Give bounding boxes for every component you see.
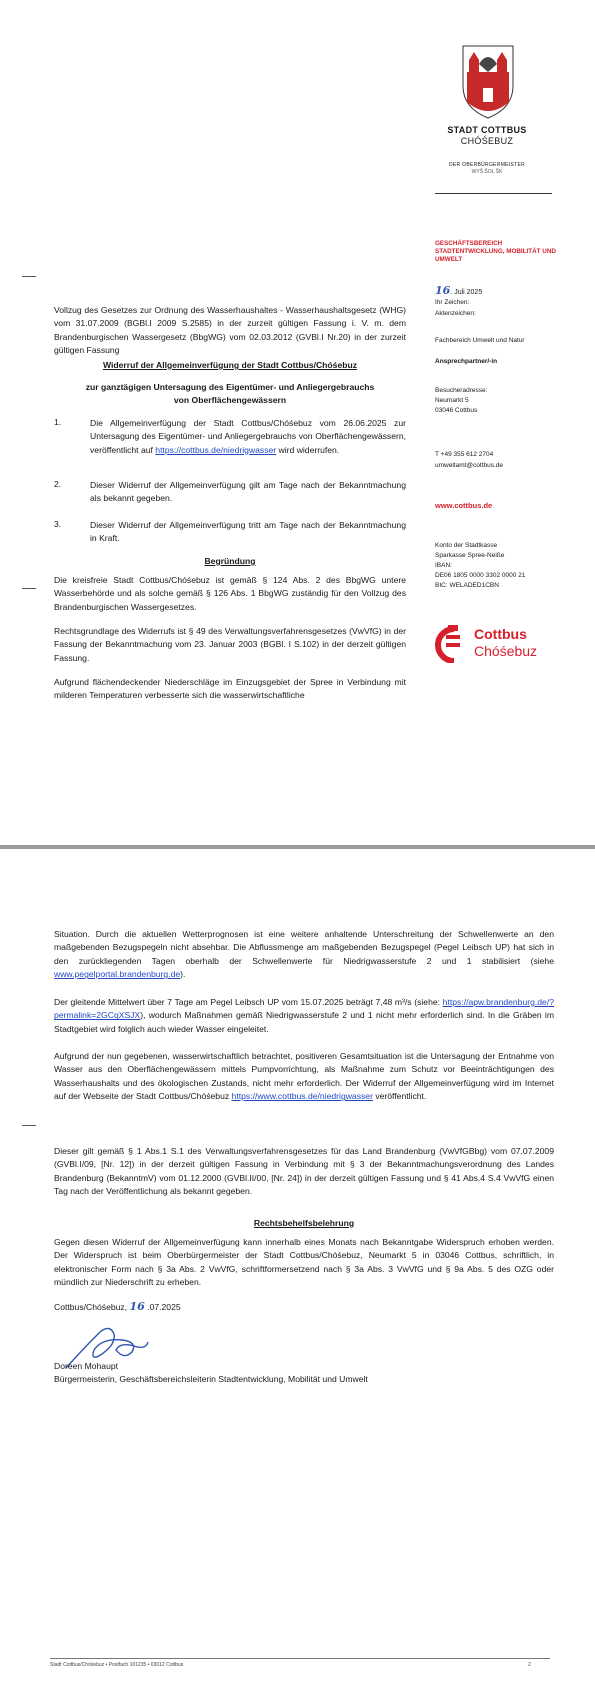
paragraph-niederschlag: Aufgrund flächendeckender Niederschläge im Einzugsgebiet der Spree in Verbindung mit milderen Temperaturen verbesserte sich die wasserwirtschaftliche xyxy=(54,677,406,701)
iban-label: IBAN: xyxy=(435,562,452,569)
item-number: 1. xyxy=(54,417,62,427)
footer-address: Stadt Cottbus/Chóśebuz • Postfach 101235 • 03012 Cottbus xyxy=(50,1662,184,1668)
place-and-date: Cottbus/Chóśebuz, 16 .07.2025 xyxy=(54,1300,181,1313)
niedrigwasser-website-link[interactable]: https://www.cottbus.de/niedrigwasser xyxy=(231,1091,373,1102)
list-item: Die Allgemeinverfügung der Stadt Cottbus/Chóśebuz vom 26.06.2025 zur Untersagung des Eigentümer- und Anliegergebrauchs von Oberflächengewässern, veröffentlicht auf https://cottbus.de/niedrigwasser wird widerrufen. xyxy=(90,418,406,455)
document-subtitle: zur ganztägigen Untersagung des Eigentümer- und Anliegergebrauchs xyxy=(85,382,375,392)
visitor-address-label: Besucheradresse: xyxy=(435,387,488,394)
list-item: Dieser Widerruf der Allgemeinverfügung gilt am Tage nach der Bekanntmachung als bekannt gegeben. xyxy=(90,480,406,504)
section-heading-rechtsbehelf: Rechtsbehelfsbelehrung xyxy=(253,1218,355,1228)
paragraph-rechtsbehelf: Gegen diesen Widerruf der Allgemeinverfügung kann innerhalb eines Monats nach Bekanntgabe Widerspruch erhoben werden. Der Widerspruch ist beim Oberbürgermeister der Stadt Cottbus/Chóśebuz, Neumarkt 5 in 03046 Cottbus, schriftlich, in elektronischer Form nach § 3a Abs. 2 VwVfG, schriftformersetzend nach § 3a Abs. 3 VwVfG und § 9a Abs. 5 des OZG oder mündlich zur Niederschrift zu erheben. xyxy=(54,1237,554,1288)
divider xyxy=(435,193,552,194)
city-name: STADT COTTBUS xyxy=(447,125,527,135)
bank-name: Sparkasse Spree-Neiße xyxy=(435,552,505,559)
apw-permalink-link[interactable]: https://apw.brandenburg.de/?permalink=2GCqXSJX xyxy=(54,997,554,1021)
contact-person-label: Ansprechpartner/-in xyxy=(435,358,498,365)
city-coat-of-arms xyxy=(455,42,521,120)
signer-name: Doreen Mohaupt xyxy=(54,1361,119,1371)
paragraph-mittelwert: Der gleitende Mittelwert über 7 Tage am Pegel Leibsch UP vom 15.07.2025 beträgt 7,48 m³/s (siehe: https://apw.brandenburg.de/?permalink=2GCqXSJX), wodurch Maßnahmen gemäß Niedrigwasserstufe 2 und 1 nicht mehr erforderlich sind. In die Gräben im Stadtgebiet wird folglich auch wieder Wasser eingeleitet. xyxy=(54,997,554,1034)
city-name-sorbian: CHÓŚEBUZ xyxy=(460,136,514,146)
fold-mark xyxy=(22,588,36,589)
item-number: 3. xyxy=(54,519,62,529)
document-subtitle-2: von Oberflächengewässern xyxy=(173,395,287,405)
bank-label: Konto der Stadtkasse xyxy=(435,542,498,549)
paragraph-widerruf: Aufgrund der nun gegebenen, wasserwirtschaftlich betrachtet, positiveren Gesamtsituation ist die Untersagung der Entnahme von Wasser aus den Oberflächengewässern mittels Pumpvorrichtung, als Maßnahme zum Schutz vor Beeinträchtigungen des Wasserhaushalts und des ökologischen Zustands, nicht mehr erforderlich. Der Widerruf der Allgemeinverfügung wird im Internet auf der Webseite der Stadt Cottbus/Chóśebuz https://www.cottbus.de/niedrigwasser veröffentlicht. xyxy=(54,1051,554,1102)
document-title: Widerruf der Allgemeinverfügung der Stadt Cottbus/Chóśebuz xyxy=(102,360,358,370)
niedrigwasser-link[interactable]: https://cottbus.de/niedrigwasser xyxy=(155,444,277,455)
brand-wordmark: Cottbus xyxy=(474,626,527,642)
ihr-zeichen-label: Ihr Zeichen: xyxy=(435,299,470,306)
mayor-label-sorbian: WYŠ ŠOL ŠK xyxy=(471,169,503,175)
street-address: Neumarkt 5 xyxy=(435,397,469,404)
mayor-label: DER OBERBÜRGERMEISTER xyxy=(448,162,526,168)
letter-date xyxy=(435,284,482,297)
item-number: 2. xyxy=(54,479,62,489)
department-name: Fachbereich Umwelt und Natur xyxy=(435,337,525,344)
fold-mark xyxy=(22,1125,36,1126)
signer-role: Bürgermeisterin, Geschäftsbereichsleiterin Stadtentwicklung, Mobilität und Umwelt xyxy=(54,1374,368,1384)
paragraph-bekanntgabe: Dieser gilt gemäß § 1 Abs.1 S.1 des Verwaltungsverfahrensgesetzes für das Land Brandenburg (VwVfGBbg) vom 07.07.2009 (GVBl.I/09, [Nr. 12]) in der derzeit gültigen Fassung in Verbindung mit § 3 der Bekanntmachungsverordnung des Landes Brandenburg (BekanntmV) vom 01.12.2000 (GVBl.II/00, [Nr. 24]) in der derzeit gültigen Fassung und § 41 Abs.4 S.4 VwVfG einen Tag nach der Veröffentlichung als bekannt gegeben. xyxy=(54,1146,554,1197)
date-month-year: . Juli 2025 xyxy=(450,289,483,296)
section-heading-begruendung: Begründung xyxy=(204,556,256,566)
paragraph-rechtsgrundlage: Rechtsgrundlage des Widerrufs ist § 49 des Verwaltungsverfahrensgesetzes (VwVfG) in der Fassung der Bekanntmachung vom 23. Januar 2003 (BGBl. I S.102) in der derzeit gültigen Fassung. xyxy=(54,626,406,663)
handwritten-day: 16 xyxy=(435,284,451,297)
division-name: GESCHÄFTSBEREICH STADTENTWICKLUNG, MOBILITÄT UND UMWELT xyxy=(435,240,556,263)
email-address: umweltamt@cottbus.de xyxy=(435,462,504,469)
phone-number: T +49 355 612 2704 xyxy=(435,451,494,458)
pegelportal-link[interactable]: www.pegelportal.brandenburg.de xyxy=(54,969,181,980)
fold-mark xyxy=(22,276,36,277)
brand-wordmark-sorbian: Chóśebuz xyxy=(474,643,538,659)
intro-paragraph: Vollzug des Gesetzes zur Ordnung des Wasserhaushaltes - Wasserhaushaltsgesetz (WHG) vom 31.07.2009 (BGBl.I 2009 S.2585) in der zurzeit gültigen Fassung i. V. m. dem Brandenburgischen Wassergesetz (BbgWG) vom 02.03.2012 (GVBl.I Nr.20) in der zurzeit gültigen Fassung xyxy=(54,305,406,356)
bic-code: BIC: WELADED1CBN xyxy=(435,582,499,589)
list-item: Dieser Widerruf der Allgemeinverfügung tritt am Tage nach der Bekanntmachung in Kraft. xyxy=(90,520,406,544)
footer-divider xyxy=(50,1658,550,1659)
zip-city: 03046 Cottbus xyxy=(435,407,478,414)
website-link[interactable]: www.cottbus.de xyxy=(435,501,493,510)
aktenzeichen-label: Aktenzeichen: xyxy=(435,310,476,317)
handwritten-day: 16 xyxy=(129,1300,145,1313)
page-number: 2 xyxy=(528,1662,531,1668)
iban-number: DE06 1805 0000 3302 0000 21 xyxy=(435,572,526,579)
paragraph-situation: Situation. Durch die aktuellen Wetterprognosen ist eine weitere anhaltende Unterschreitung der Schwellenwerte an den maßgebenden Bezugspegeln nicht absehbar. Die Abflussmenge am maßgebenden Bezugspegel (Pegel Leibsch UP) hat sich in den zurückliegenden Tagen oberhalb der Schwellenwerte für Niedrigwasserstufe 2 und 1 stabilisiert (siehe www.pegelportal.brandenburg.de). xyxy=(54,929,554,980)
paragraph-zustaendigkeit: Die kreisfreie Stadt Cottbus/Chóśebuz ist gemäß § 124 Abs. 2 des BbgWG untere Wasserbehörde und als solche gemäß § 126 Abs. 1 BbgWG zuständig für den Vollzug des Brandenburgischen Wassergesetzes. xyxy=(54,575,406,612)
